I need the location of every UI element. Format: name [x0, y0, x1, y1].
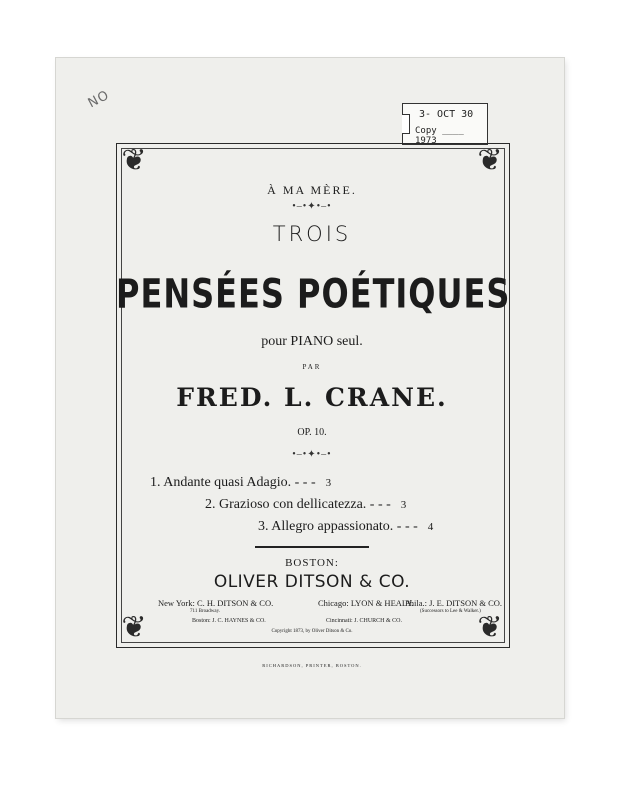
- piece-list-item: [258, 519, 433, 535]
- copyright-notice: Copyright 1873, by Oliver Ditson & Co.: [271, 629, 353, 634]
- floral-corner-icon: ❦: [477, 144, 503, 177]
- piece-page: 3: [325, 477, 332, 489]
- floral-corner-icon: ❦: [477, 611, 503, 644]
- stamp-date: 3- OCT 30: [419, 109, 474, 120]
- copyright-date-stamp: [402, 103, 488, 145]
- agent-chicago: Chicago: LYON & HEALY.: [318, 598, 414, 608]
- piece-list-item: [205, 497, 406, 513]
- subtitle: pour PIANO seul.: [261, 334, 363, 349]
- floral-corner-icon: ❦: [121, 611, 147, 644]
- pencil-annotation: NO: [85, 87, 113, 112]
- piece-title: 2. Grazioso con dellicatezza. - - -: [205, 497, 391, 512]
- floral-corner-icon: ❦: [121, 144, 147, 177]
- stamp-copy-line: Copy ____ 1973: [415, 126, 464, 146]
- ornament-divider-icon: •–•✦•–•: [292, 201, 332, 212]
- agent-new-york-address: 711 Broadway.: [190, 609, 221, 614]
- composer-name: FRED. L. CRANE.: [176, 383, 448, 412]
- printer-credit: RICHARDSON, PRINTER, BOSTON.: [262, 663, 362, 668]
- dedication: À MA MÈRE.: [267, 183, 357, 197]
- agent-cincinnati: Cincinnati: J. CHURCH & CO.: [326, 618, 403, 624]
- piece-title: 1. Andante quasi Adagio. - - -: [150, 475, 316, 490]
- piece-page: 3: [400, 499, 407, 511]
- agent-philadelphia: Phila.: J. E. DITSON & CO.: [405, 598, 503, 608]
- publisher-city: BOSTON:: [285, 557, 339, 569]
- agent-philadelphia-note: (Successors to Lee & Walker.): [420, 609, 481, 614]
- main-title: PENSÉES POÉTIQUES: [116, 270, 511, 318]
- piece-page: 4: [427, 521, 434, 533]
- divider-rule: [255, 546, 369, 548]
- piece-list-item: [150, 475, 331, 491]
- stamp-notch: [402, 114, 410, 134]
- agent-new-york: New York: C. H. DITSON & CO.: [158, 598, 274, 608]
- by-label: PAR: [302, 363, 322, 371]
- piece-title: 3. Allegro appassionato. - - -: [258, 519, 418, 534]
- ornament-divider-icon: •–•✦•–•: [292, 449, 332, 460]
- title-line-1: TROIS: [272, 222, 352, 246]
- publisher-name: OLIVER DITSON & CO.: [213, 572, 411, 592]
- opus-number: OP. 10.: [297, 427, 327, 438]
- agent-boston: Boston: J. C. HAYNES & CO.: [192, 618, 266, 624]
